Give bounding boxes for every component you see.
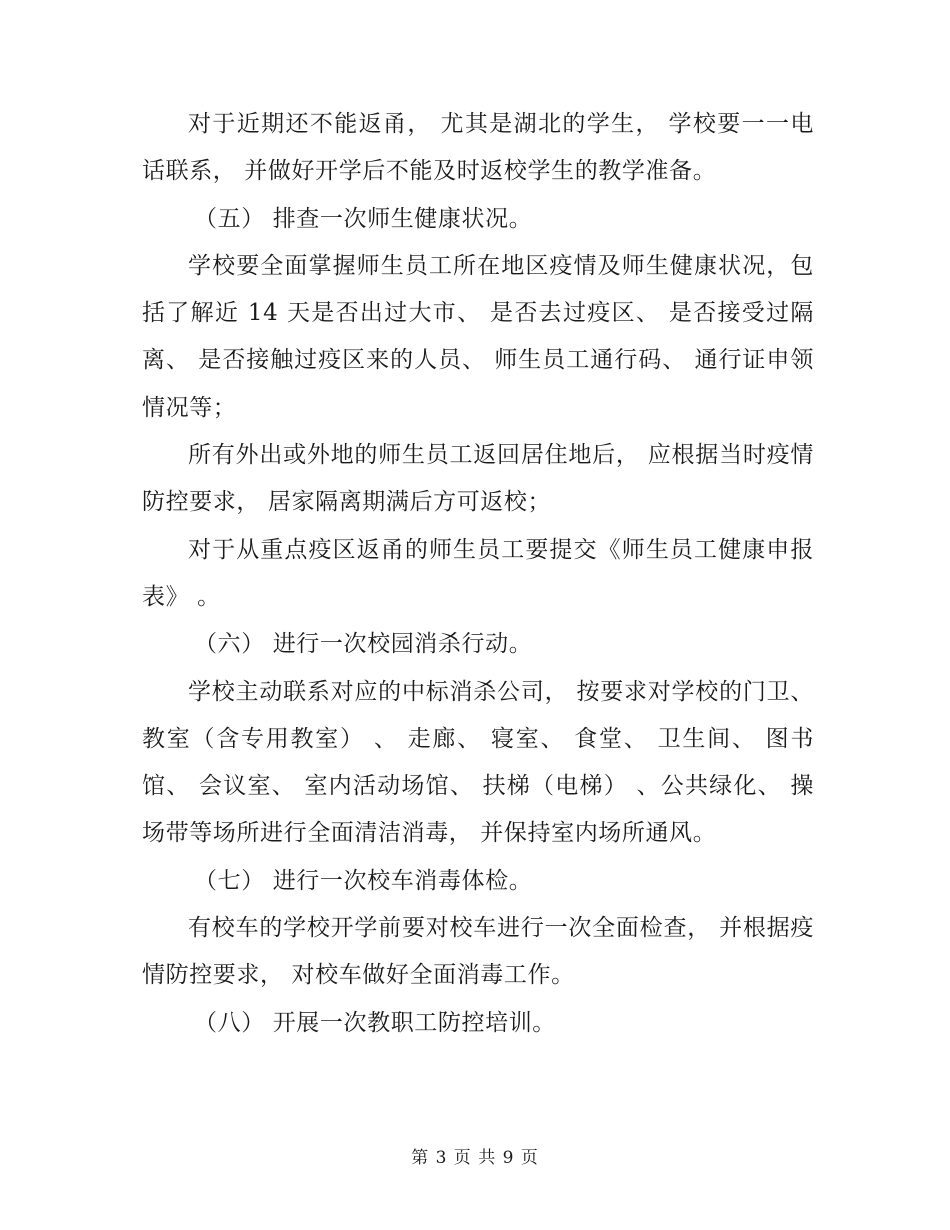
section-heading: （六） 进行一次校园消杀行动。 (194, 631, 533, 658)
page-footer: 第 3 页 共 9 页 (411, 1148, 539, 1168)
paragraph: 有校车的学校开学前要对校车进行一次全面检查， 并根据疫情防控要求， 对校车做好全面消毒工作。 (142, 915, 814, 989)
section-heading: （八） 开展一次教职工防控培训。 (194, 1009, 556, 1036)
section-heading: （七） 进行一次校车消毒体检。 (194, 867, 533, 894)
section-heading: （五） 排查一次师生健康状况。 (194, 205, 533, 232)
document-body (142, 101, 814, 1047)
paragraph: 所有外出或外地的师生员工返回居住地后， 应根据当时疫情防控要求， 居家隔离期满后方可返校； (142, 442, 814, 516)
paragraph: 学校要全面掌握师生员工所在地区疫情及师生健康状况，包括了解近 14 天是否出过大市、 是否去过疫区、 是否接受过隔离、 是否接触过疫区来的人员、 师生员工通行码、 通行证申领情况等； (142, 252, 814, 421)
paragraph: 学校主动联系对应的中标消杀公司， 按要求对学校的门卫、 教室（含专用教室） 、 走廊、 寝室、 食堂、 卫生间、 图书馆、 会议室、 室内活动场馆、 扶梯（电梯） 、公共绿化、 操场带等场所进行全面清洁消毒， 并保持室内场所通风。 (142, 678, 814, 847)
paragraph: 对于从重点疫区返甬的师生员工要提交《师生员工健康申报表》 。 (142, 536, 814, 610)
paragraph: 对于近期还不能返甬， 尤其是湖北的学生， 学校要一一电话联系， 并做好开学后不能及时返校学生的教学准备。 (142, 111, 814, 185)
